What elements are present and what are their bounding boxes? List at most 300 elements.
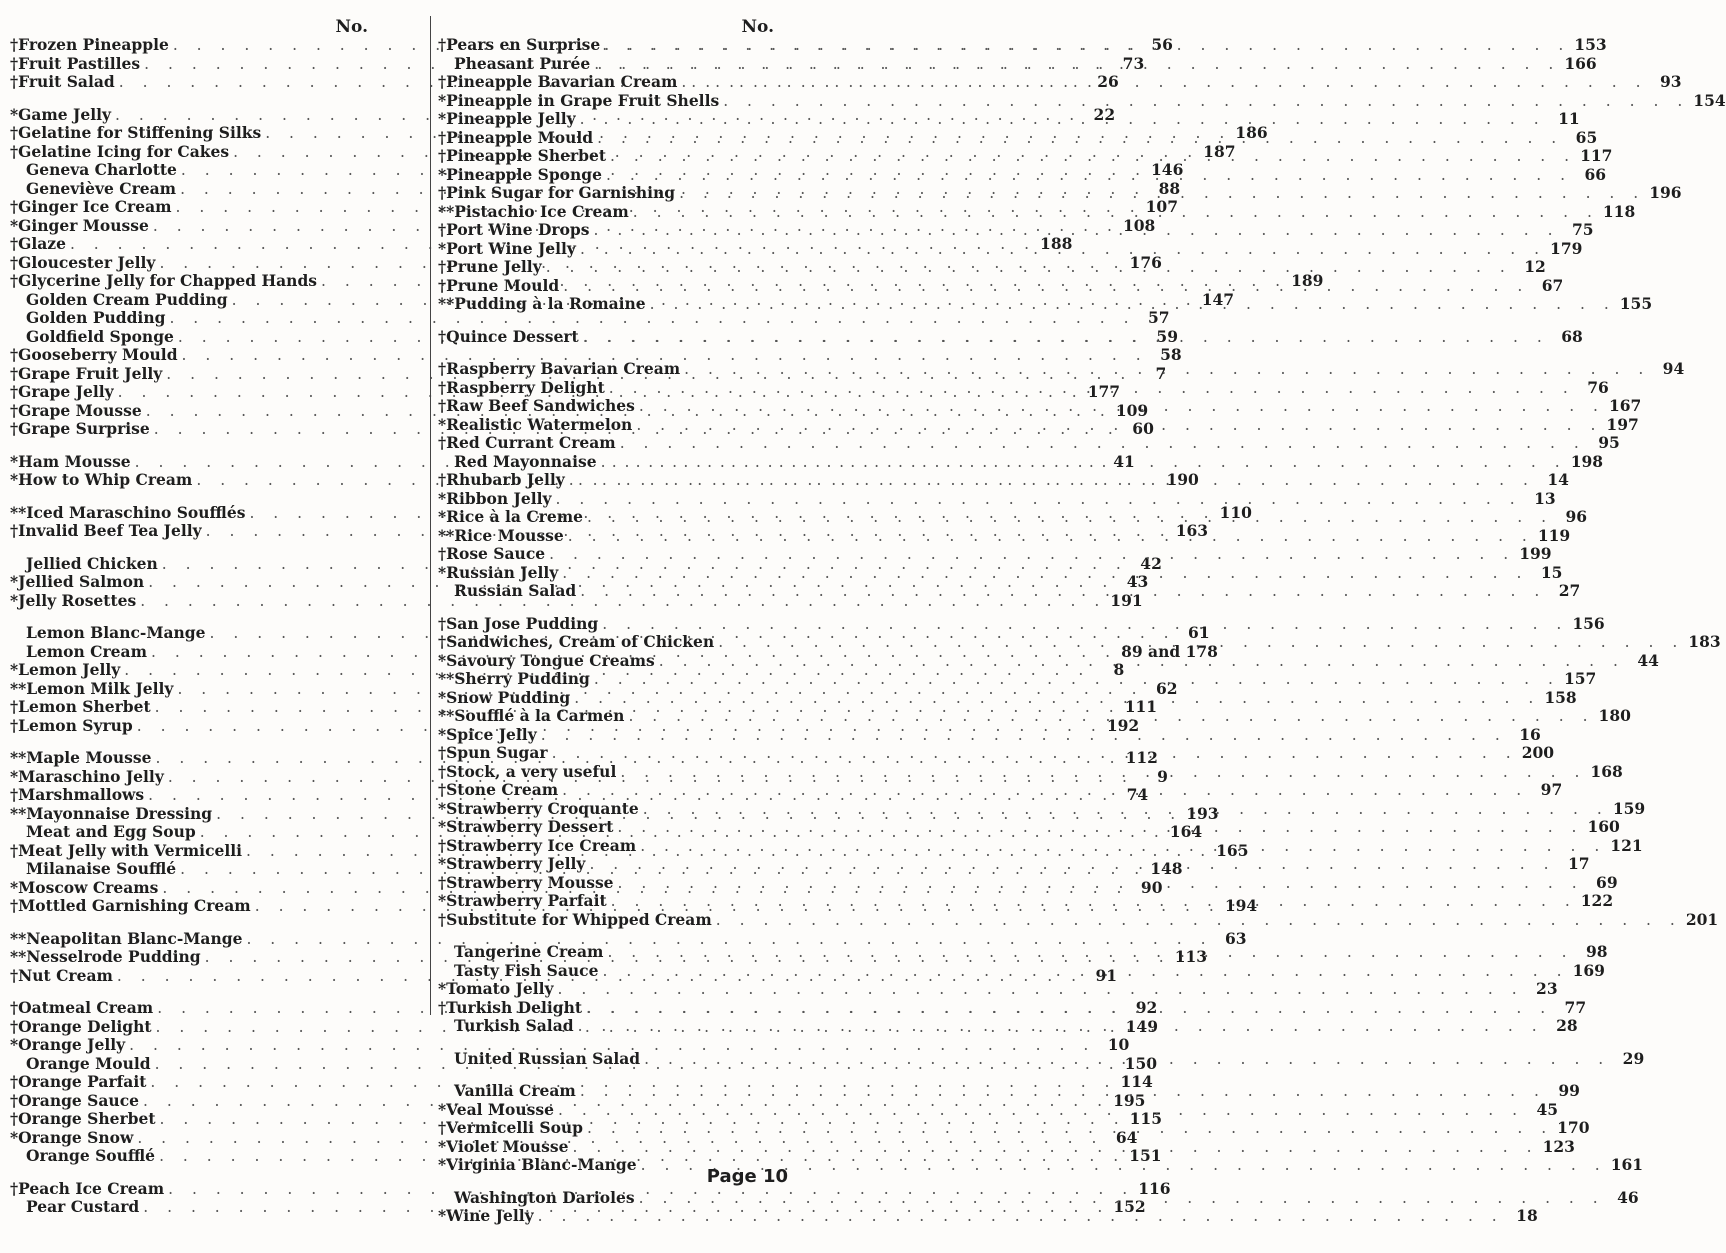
entry-number: 118 — [1602, 201, 1636, 221]
entry-name: †Nut Cream — [10, 965, 113, 985]
entry-name: Geneva Charlotte — [26, 160, 177, 179]
entry-number: 155 — [1619, 294, 1653, 313]
entry-number: 165 — [1216, 840, 1249, 860]
entry-number: 7 — [1155, 363, 1167, 383]
entry-name: Geneviève Cream — [26, 178, 177, 198]
entry-name: †Peach Ice Cream — [10, 1178, 165, 1198]
leader-dots — [719, 92, 1689, 111]
entry-number: 45 — [1536, 1099, 1559, 1119]
entry-number: 199 — [1519, 544, 1552, 563]
leader-dots — [655, 652, 1625, 671]
entry-number: 22 — [1093, 104, 1116, 124]
leader-dots — [677, 73, 1647, 92]
entry-number: 179 — [1550, 238, 1583, 258]
entry-name: †Strawberry Mousse — [438, 872, 614, 892]
entry-name: †Mottled Garnishing Cream — [10, 896, 251, 915]
entry-number: 167 — [1608, 396, 1642, 415]
entry-number: 198 — [1570, 451, 1604, 471]
entry-number: 188 — [1040, 234, 1073, 253]
entry-number: 16 — [1519, 724, 1541, 744]
entry-name: *Spice Jelly — [438, 724, 537, 744]
entry-name: †Strawberry Ice Cream — [438, 835, 637, 855]
entry-number: 168 — [1590, 761, 1623, 781]
leader-dots — [583, 1119, 1553, 1138]
entry-number: 176 — [1129, 252, 1162, 272]
entry-number: 90 — [1140, 877, 1163, 897]
entry-number: 76 — [1587, 377, 1609, 397]
entry-number: 180 — [1598, 706, 1631, 725]
index-entry — [10, 928, 1247, 949]
entry-name: Lemon Blanc-Mange — [26, 623, 206, 642]
entry-number: 190 — [1166, 470, 1199, 489]
entry-number: 166 — [1564, 53, 1597, 73]
entry-name: *Savoury Tongue Creams — [438, 650, 655, 670]
entry-number: 97 — [1540, 780, 1563, 799]
entry-number: 189 — [1291, 271, 1324, 290]
entry-name: **Neapolitan Blanc-Mange — [10, 928, 243, 948]
entry-name: *Strawberry Parfait — [438, 891, 607, 910]
entry-name: Russian Salad — [454, 581, 577, 600]
entry-name: †Orange Sherbet — [10, 1109, 156, 1128]
entry-number: 122 — [1580, 891, 1614, 910]
entry-number: 158 — [1544, 687, 1577, 707]
entry-name: *Wine Jelly — [438, 1206, 534, 1225]
entry-number: 195 — [1113, 1090, 1146, 1110]
entry-name: †Prune Mould — [438, 275, 560, 295]
entry-name: *Game Jelly — [10, 104, 112, 124]
leader-dots — [590, 670, 1560, 689]
entry-name: *Pineapple Jelly — [438, 109, 576, 128]
entry-name: *Realistic Watermelon — [438, 414, 633, 434]
entry-name: †Fruit Pastilles — [10, 53, 141, 73]
entry-name: Washington Darioles — [454, 1187, 635, 1207]
leader-dots — [583, 508, 1553, 527]
entry-name: †Port Wine Drops — [438, 220, 590, 239]
entry-number: 117 — [1580, 146, 1613, 165]
entry-number: 163 — [1175, 521, 1209, 540]
entry-number: 164 — [1169, 822, 1203, 841]
entry-number: 61 — [1188, 623, 1210, 642]
entry-number: 11 — [1558, 109, 1580, 128]
leader-dots — [576, 240, 1546, 259]
entry-name: †Orange Sauce — [10, 1090, 139, 1110]
leader-dots — [614, 874, 1584, 893]
entry-number: 114 — [1120, 1072, 1153, 1091]
entry-number: 88 — [1158, 178, 1181, 198]
entry-name: †Orange Delight — [10, 1016, 152, 1036]
leader-dots — [537, 726, 1507, 745]
entry-name: †Lemon Syrup — [10, 715, 133, 735]
entry-number: 64 — [1115, 1127, 1138, 1147]
entry-number: 116 — [1138, 1178, 1171, 1198]
leader-dots — [548, 744, 1518, 763]
entry-name: †Raspberry Bavarian Cream — [438, 359, 681, 378]
entry-name: *Port Wine Jelly — [438, 238, 576, 258]
entry-number: 108 — [1122, 215, 1156, 235]
entry-number: 17 — [1567, 854, 1590, 873]
entry-name: †Gelatine for Stiffening Silks — [10, 123, 262, 142]
entry-name: *How to Whip Cream — [10, 470, 193, 489]
entry-name: Tasty Fish Sauce — [454, 960, 599, 980]
leader-dots — [680, 360, 1650, 379]
column-divider — [430, 16, 431, 1015]
leader-dots — [568, 1138, 1538, 1157]
entry-name: †Rhubarb Jelly — [438, 470, 565, 489]
leader-dots — [636, 837, 1606, 856]
entry-name: *Russian Jelly — [438, 562, 559, 582]
entry-number: 14 — [1547, 470, 1569, 489]
entry-name: †Fruit Salad — [10, 72, 115, 91]
entry-number: 123 — [1542, 1136, 1575, 1156]
entry-number: 8 — [1113, 660, 1125, 679]
index-entry — [10, 308, 1170, 328]
entry-name: Vanilla Cream — [454, 1081, 576, 1100]
entry-name: †Grape Mousse — [10, 400, 142, 420]
leader-dots — [565, 471, 1535, 490]
leader-dots — [646, 295, 1616, 314]
entry-name: †Quince Dessert — [438, 326, 579, 346]
entry-name: †Lemon Sherbet — [10, 697, 151, 716]
leader-dots — [597, 453, 1567, 472]
entry-name: **Lemon Milk Jelly — [10, 678, 174, 698]
entry-name: Golden Pudding — [26, 308, 166, 327]
index-entry — [438, 433, 1620, 453]
entry-number: 152 — [1113, 1197, 1146, 1216]
entry-number: 150 — [1124, 1053, 1158, 1073]
leader-dots — [607, 892, 1577, 911]
entry-name: †Gloucester Jelly — [10, 252, 156, 272]
entry-number: 69 — [1596, 872, 1618, 892]
entry-name: **Pistachio Ice Cream — [438, 201, 629, 221]
leader-dots — [576, 1082, 1546, 1101]
entry-name: †Invalid Beef Tea Jelly — [10, 521, 202, 540]
entry-number: 29 — [1622, 1048, 1645, 1068]
leader-dots — [545, 545, 1515, 564]
entry-name: *Ginger Mousse — [10, 215, 149, 235]
entry-number: 46 — [1617, 1187, 1639, 1207]
entry-number: 12 — [1524, 257, 1546, 276]
entry-number: 151 — [1129, 1146, 1162, 1165]
entry-number: 74 — [1126, 785, 1149, 804]
entry-name: Lemon Cream — [26, 641, 147, 661]
entry-number: 96 — [1565, 507, 1588, 526]
entry-name: †Raspberry Delight — [438, 377, 605, 397]
entry-name: †Oatmeal Cream — [10, 998, 154, 1017]
leader-dots — [564, 527, 1534, 546]
leader-dots — [605, 379, 1575, 398]
entry-number: 99 — [1558, 1081, 1580, 1100]
entry-name: †Ginger Ice Cream — [10, 197, 172, 216]
entry-name: *Virginia Blanc-Mange — [438, 1155, 637, 1174]
entry-number: 43 — [1126, 572, 1149, 591]
entry-name: †Glaze — [10, 234, 66, 253]
entry-number: 9 — [1157, 766, 1168, 786]
entry-name: *Rice à la Creme — [438, 507, 583, 526]
entry-name: Pear Custard — [26, 1197, 140, 1216]
entry-number: 186 — [1235, 123, 1268, 142]
entry-name: Orange Soufflé — [26, 1146, 156, 1165]
entry-name: †Turkish Delight — [438, 997, 583, 1017]
entry-number: 58 — [1160, 345, 1182, 364]
leader-dots — [589, 221, 1559, 240]
entry-number: 121 — [1610, 835, 1643, 855]
leader-dots — [585, 855, 1555, 874]
entry-number: 192 — [1106, 715, 1140, 735]
leader-dots — [639, 800, 1609, 819]
entry-number: 113 — [1174, 947, 1208, 966]
entry-name: Jellied Chicken — [26, 553, 158, 573]
entry-number: 109 — [1115, 400, 1149, 420]
leader-dots — [606, 147, 1576, 166]
entry-name: Pheasant Purée — [454, 53, 591, 73]
entry-number: 157 — [1563, 669, 1597, 688]
leader-dots — [576, 110, 1546, 129]
entry-name: †Gelatine Icing for Cakes — [10, 141, 230, 161]
entry-number: 57 — [1147, 308, 1170, 327]
entry-name: †Stone Cream — [438, 780, 559, 799]
entry-number: 194 — [1224, 896, 1258, 915]
leader-dots — [554, 1101, 1524, 1120]
index-entry — [10, 345, 1182, 365]
entry-number: 200 — [1521, 743, 1555, 762]
leader-dots — [558, 564, 1528, 583]
entry-name: †Pineapple Sherbet — [438, 146, 606, 165]
leader-dots — [598, 962, 1568, 981]
entry-name: †Grape Jelly — [10, 382, 114, 401]
entry-number: 92 — [1135, 998, 1158, 1017]
entry-number: 177 — [1087, 382, 1121, 401]
entry-number: 41 — [1113, 451, 1135, 471]
entry-number: 10 — [1107, 1035, 1130, 1054]
entry-number: 94 — [1662, 359, 1685, 378]
entry-number: 161 — [1610, 1155, 1644, 1174]
entry-name: *Strawberry Dessert — [438, 817, 614, 836]
index-entry — [438, 761, 1623, 782]
leader-dots — [624, 707, 1594, 726]
entry-name: **Pudding à la Romaine — [438, 294, 646, 313]
entry-number: 107 — [1145, 197, 1178, 216]
entry-name: †San Jose Pudding — [438, 613, 599, 633]
leader-dots — [590, 55, 1560, 74]
entry-number: 60 — [1132, 419, 1154, 438]
leader-dots — [552, 490, 1522, 509]
entry-name: *Jelly Rosettes — [10, 590, 137, 610]
entry-number: 15 — [1540, 562, 1563, 582]
entry-number: 75 — [1571, 220, 1594, 239]
entry-name: Tangerine Cream — [454, 942, 604, 961]
entry-name: †Pineapple Mould — [438, 127, 594, 147]
entry-number: 42 — [1140, 553, 1162, 573]
entry-number: 68 — [1561, 326, 1583, 346]
entry-name: *Tomato Jelly — [438, 979, 554, 998]
entry-number: 147 — [1201, 289, 1235, 309]
entry-number: 170 — [1557, 1118, 1590, 1137]
entry-name: †Meat Jelly with Vermicelli — [10, 840, 243, 860]
entry-number: 59 — [1156, 326, 1178, 346]
entry-name: *Strawberry Jelly — [438, 854, 586, 873]
entry-number: 115 — [1129, 1109, 1162, 1128]
entry-name: †Grape Surprise — [10, 419, 150, 438]
index-entry — [10, 1035, 1130, 1055]
leader-dots — [570, 689, 1540, 708]
entry-number: 44 — [1637, 650, 1659, 670]
leader-dots — [542, 258, 1512, 277]
entry-number: 201 — [1685, 909, 1719, 929]
entry-number: 95 — [1598, 433, 1620, 452]
leader-dots — [635, 1189, 1605, 1208]
entry-number: 153 — [1574, 35, 1607, 54]
entry-name: *Pineapple in Grape Fruit Shells — [438, 90, 720, 110]
entry-number: 23 — [1536, 979, 1558, 998]
entry-name: *Moscow Creams — [10, 877, 159, 897]
leader-dots — [603, 943, 1573, 962]
entry-number: 119 — [1537, 525, 1571, 545]
entry-name: †Stock, a very useful — [438, 761, 617, 781]
entry-name: **Soufflé à la Carmen — [438, 706, 625, 725]
leader-dots — [640, 1050, 1610, 1069]
leader-dots — [616, 763, 1586, 782]
entry-name: **Mayonnaise Dressing — [10, 803, 213, 823]
leader-dots — [559, 277, 1529, 296]
entry-name: †Prune Jelly — [438, 257, 542, 276]
entry-name: **Sherry Pudding — [438, 669, 590, 688]
entry-number: 110 — [1219, 502, 1252, 522]
leader-dots — [600, 36, 1570, 55]
column-header-number: No. — [741, 17, 774, 37]
leader-dots — [602, 166, 1572, 185]
entry-name: *Orange Jelly — [10, 1035, 126, 1054]
entry-name: †Vermicelli Soup — [438, 1118, 584, 1137]
entry-number: 28 — [1556, 1016, 1578, 1035]
entry-number: 156 — [1572, 613, 1605, 633]
entry-name: **Nesselrode Pudding — [10, 947, 201, 966]
entry-name: Goldfield Sponge — [26, 326, 174, 346]
entry-name: *Maraschino Jelly — [10, 766, 164, 786]
entry-name: †Raw Beef Sandwiches — [438, 396, 635, 415]
entry-name: *Snow Pudding — [438, 687, 571, 707]
entry-number: 159 — [1612, 798, 1646, 818]
entry-number: 193 — [1186, 803, 1219, 823]
entry-number: 63 — [1224, 928, 1247, 948]
entry-number: 77 — [1564, 997, 1587, 1017]
entry-name: *Strawberry Croquante — [438, 798, 639, 818]
entry-number: 65 — [1575, 127, 1598, 147]
entry-name: *Veal Mousse — [438, 1099, 554, 1119]
entry-number: 98 — [1585, 942, 1608, 961]
entry-name: †Gooseberry Mould — [10, 345, 178, 364]
entry-number: 73 — [1122, 53, 1145, 73]
entry-name: †Marshmallows — [10, 785, 145, 804]
leader-dots — [632, 416, 1602, 435]
entry-name: †Substitute for Whipped Cream — [438, 909, 712, 929]
entry-name: †Grape Fruit Jelly — [10, 363, 163, 383]
leader-dots — [558, 781, 1528, 800]
leader-dots — [534, 1207, 1504, 1226]
leader-dots — [675, 184, 1645, 203]
entry-number: 93 — [1659, 72, 1682, 91]
entry-number: 56 — [1151, 35, 1173, 54]
entry-number: 196 — [1649, 183, 1682, 202]
entry-number: 111 — [1124, 697, 1158, 716]
entry-number: 89 and 178 — [1121, 641, 1218, 661]
entry-name: Golden Cream Pudding — [26, 289, 228, 309]
entry-name: †Pineapple Bavarian Cream — [438, 72, 678, 91]
entry-number: 67 — [1541, 275, 1564, 295]
entry-name: *Violet Mousse — [438, 1136, 569, 1156]
entry-name: United Russian Salad — [454, 1048, 641, 1068]
entry-name: †Spun Sugar — [438, 743, 548, 762]
entry-name: †Sandwiches, Cream of Chicken — [438, 632, 715, 651]
entry-name: *Ribbon Jelly — [438, 488, 552, 508]
entry-name: †Pink Sugar for Garnishing — [438, 183, 676, 202]
entry-name: **Maple Mousse — [10, 748, 152, 767]
entry-number: 169 — [1572, 960, 1605, 980]
index-entry — [438, 359, 1685, 379]
entry-number: 149 — [1125, 1016, 1158, 1036]
index-entry — [438, 909, 1719, 930]
entry-number: 26 — [1097, 72, 1119, 91]
entry-name: †Red Currant Cream — [438, 433, 616, 452]
index-entry — [438, 488, 1556, 509]
entry-name: **Rice Mousse — [438, 525, 564, 545]
entry-number: 160 — [1587, 817, 1620, 836]
leader-dots — [593, 129, 1563, 148]
leader-dots — [582, 999, 1552, 1018]
entry-name: †Orange Parfait — [10, 1072, 147, 1091]
column-header-number: No. — [335, 17, 368, 37]
entry-name: *Lemon Jelly — [10, 660, 121, 679]
entry-name: Orange Mould — [26, 1053, 151, 1073]
entry-name: †Rose Sauce — [438, 544, 546, 563]
entry-number: 183 — [1688, 632, 1721, 651]
entry-name: †Glycerine Jelly for Chapped Hands — [10, 271, 318, 290]
entry-name: **Iced Maraschino Soufflés — [10, 502, 246, 522]
page-number: Page 10 — [706, 1166, 788, 1187]
leader-dots — [554, 980, 1524, 999]
leader-dots — [712, 911, 1682, 930]
leader-dots — [629, 203, 1599, 222]
leader-dots — [613, 818, 1583, 837]
entry-number: 197 — [1606, 414, 1639, 434]
leader-dots — [635, 397, 1605, 416]
entry-name: †Pears en Surprise — [438, 35, 601, 54]
entry-number: 154 — [1693, 90, 1726, 110]
entry-number: 187 — [1203, 141, 1236, 161]
entry-name: Milanaise Soufflé — [26, 859, 177, 878]
leader-dots — [574, 1017, 1544, 1036]
entry-name: †Frozen Pineapple — [10, 35, 169, 54]
entry-number: 148 — [1150, 859, 1183, 878]
leader-dots — [616, 434, 1586, 453]
index-entry — [438, 979, 1558, 999]
entry-number: 27 — [1558, 581, 1581, 600]
index-entry — [438, 90, 1726, 111]
leader-dots — [714, 633, 1684, 652]
entry-number: 91 — [1095, 965, 1118, 985]
entry-number: 112 — [1125, 748, 1158, 767]
entry-name: *Jellied Salmon — [10, 572, 145, 591]
leader-dots — [576, 582, 1546, 601]
entry-number: 66 — [1584, 164, 1607, 184]
entry-name: *Pineapple Sponge — [438, 164, 602, 184]
entry-number: 191 — [1110, 590, 1143, 610]
entry-name: Meat and Egg Soup — [26, 822, 196, 841]
entry-name: Red Mayonnaise — [454, 451, 597, 471]
entry-name: *Orange Snow — [10, 1127, 134, 1147]
entry-name: *Ham Mousse — [10, 451, 131, 471]
entry-number: 13 — [1534, 488, 1556, 508]
entry-name: Turkish Salad — [454, 1016, 574, 1035]
